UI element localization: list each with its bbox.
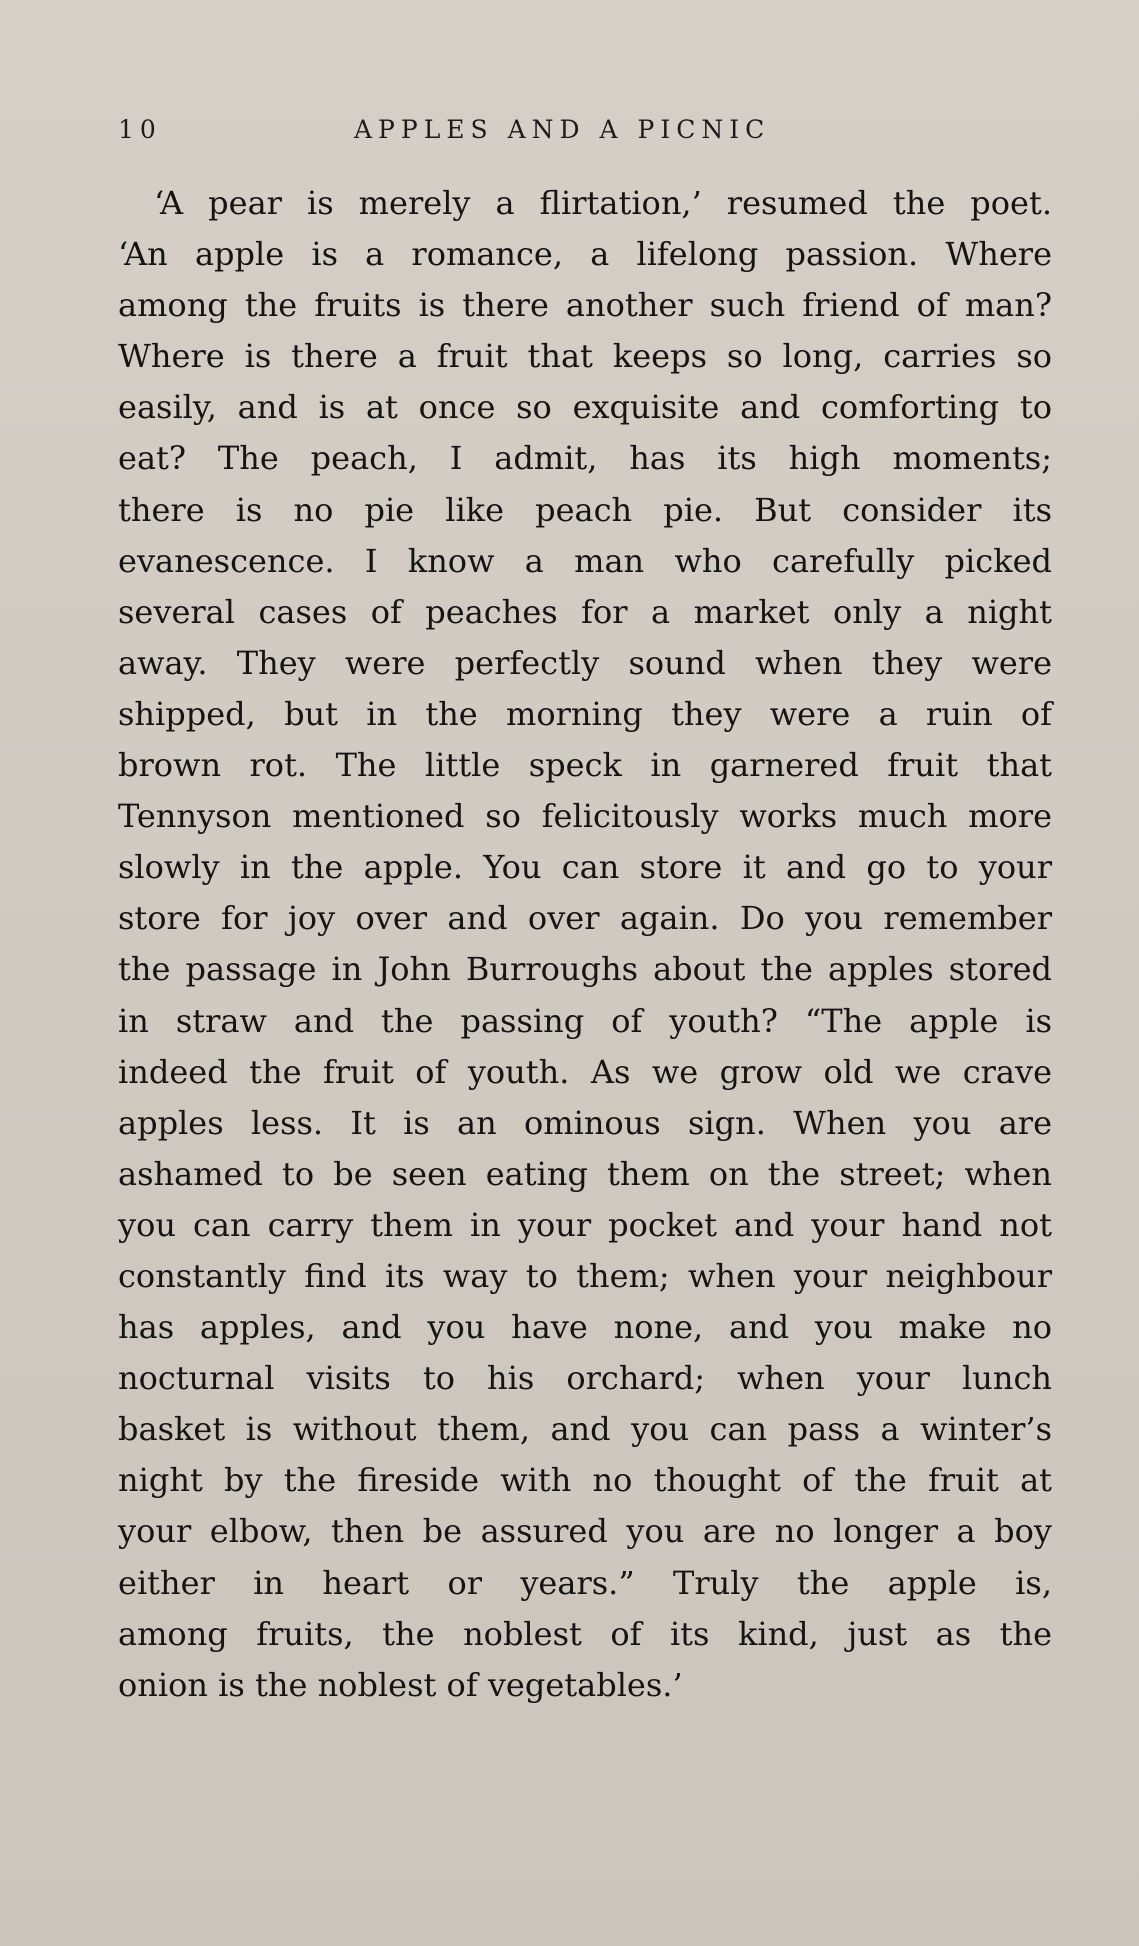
text-line: slowly in the apple. You can store it and go to your [118,848,1052,887]
text-line: ‘An apple is a romance, a lifelong passion. Where [118,235,1052,274]
text-line: ashamed to be seen eating them on the street; when [118,1154,1052,1193]
text-line: store for joy over and over again. Do you remember [118,899,1052,938]
text-line: apples less. It is an ominous sign. When you are [118,1103,1052,1142]
text-line: in straw and the passing of youth? “The apple is [118,1001,1052,1040]
text-line: night by the fireside with no thought of the fruit at [118,1461,1052,1500]
text-line: there is no pie like peach pie. But consider its [118,490,1052,529]
text-line: eat? The peach, I admit, has its high moments; [118,439,1052,478]
text-line: among the fruits is there another such friend of man? [118,286,1052,325]
text-line: shipped, but in the morning they were a ruin of [118,694,1052,733]
text-line: Tennyson mentioned so felicitously works much more [118,797,1052,836]
page-number: 10 [118,115,162,144]
text-line: away. They were perfectly sound when they were [118,643,1052,682]
text-line: brown rot. The little speck in garnered fruit that [118,746,1052,785]
text-line: indeed the fruit of youth. As we grow old we crave [118,1052,1052,1091]
text-line: you can carry them in your pocket and your hand not [118,1205,1052,1244]
text-line: your elbow, then be assured you are no longer a boy [118,1512,1052,1551]
text-line: basket is without them, and you can pass a winter’s [118,1410,1052,1449]
text-line: nocturnal visits to his orchard; when your lunch [118,1359,1052,1398]
text-line: has apples, and you have none, and you make no [118,1308,1052,1347]
text-line: among fruits, the noblest of its kind, just as the [118,1614,1052,1653]
text-line: evanescence. I know a man who carefully picked [118,541,1052,580]
text-line: ‘A pear is merely a flirtation,’ resumed the poet. [154,184,1052,222]
body-text [118,178,1052,1711]
text-line: Where is there a fruit that keeps so long, carries so [118,337,1052,376]
running-head-title: APPLES AND A PICNIC [354,115,771,144]
text-line: several cases of peaches for a market only a night [118,592,1052,631]
text-line: constantly find its way to them; when your neighbour [118,1256,1052,1295]
text-line: onion is the noblest of vegetables.’ [118,1665,683,1704]
text-line: easily, and is at once so exquisite and comforting to [118,388,1052,427]
text-line: the passage in John Burroughs about the apples stored [118,950,1052,989]
page-header [118,115,1052,155]
text-line: either in heart or years.” Truly the apple is, [118,1563,1052,1602]
